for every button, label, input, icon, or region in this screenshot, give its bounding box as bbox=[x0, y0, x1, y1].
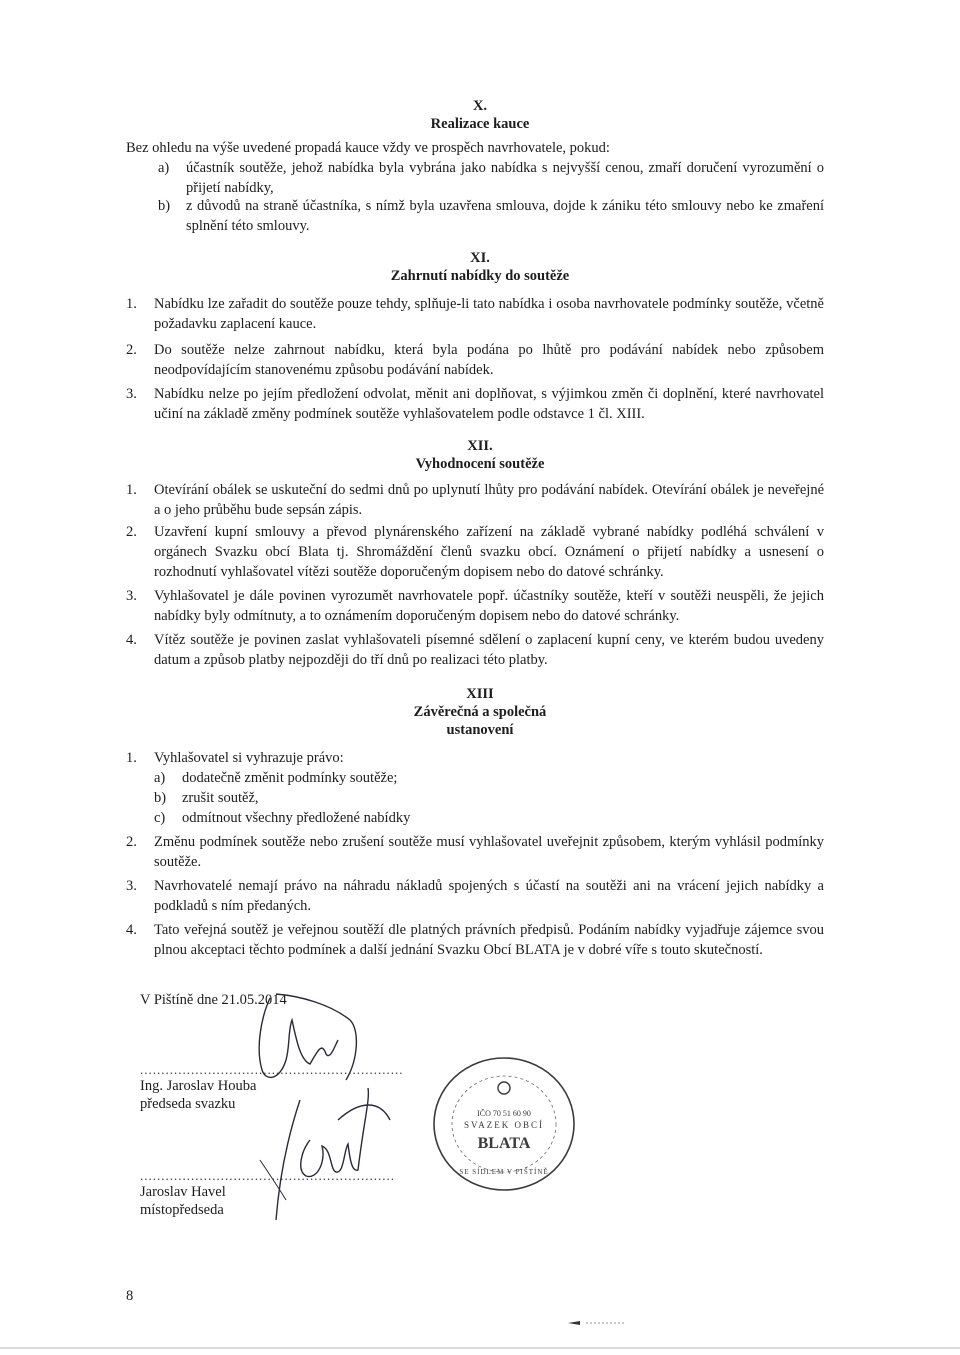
signatory2-name: Jaroslav Havel bbox=[140, 1184, 226, 1200]
item-text: Nabídku lze zařadit do soutěže pouze tehdy, splňuje-li tato nabídka i osoba navrhovatele podmínky soutěže, včetně požadavku zaplacení kauce. bbox=[154, 296, 824, 332]
signatory2-role: místopředseda bbox=[140, 1202, 224, 1218]
section-xiii-number: XIII bbox=[466, 686, 494, 702]
item-text: Nabídku nelze po jejím předložení odvolat, měnit ani doplňovat, s výjimkou změn či doplnění, které navrhovatel učiní na základě změny podmínek soutěže vyhlašovatelem podle odstavce 1 čl. XIII. bbox=[154, 386, 824, 422]
item-label: 2. bbox=[126, 834, 137, 850]
footer-mark-image bbox=[566, 1320, 626, 1326]
page-number: 8 bbox=[126, 1288, 134, 1304]
section-x-title: Realizace kauce bbox=[430, 116, 530, 132]
item-label: 2. bbox=[126, 524, 137, 540]
section-x-number: X. bbox=[472, 98, 488, 114]
item-text: Změnu podmínek soutěže nebo zrušení soutěže musí vyhlašovatel uveřejnit způsobem, kterým vyhlásil podmínky soutěže. bbox=[154, 834, 824, 870]
sub-item-text: dodatečně změnit podmínky soutěže; bbox=[182, 770, 398, 786]
signature-houba-image bbox=[230, 990, 370, 1090]
section-xi-title: Zahrnutí nabídky do soutěže bbox=[390, 268, 570, 284]
item-label: 1. bbox=[126, 482, 137, 498]
signature-havel-image bbox=[240, 1080, 400, 1230]
section-x-intro: Bez ohledu na výše uvedené propadá kauce vždy ve prospěch navrhovatele, pokud: bbox=[126, 140, 610, 156]
signatory1-role: předseda svazku bbox=[140, 1096, 236, 1112]
stamp-image bbox=[424, 1050, 584, 1200]
sub-item-text: odmítnout všechny předložené nabídky bbox=[182, 810, 411, 826]
item-label: 4. bbox=[126, 632, 137, 648]
item-text: Vyhlašovatel je dále povinen vyrozumět navrhovatele popř. účastníky soutěže, kteří v soutěži neuspěli, že jejich nabídky byly odmítnuty, a to oznámením doporučeným dopisem nebo do datové schránky. bbox=[154, 588, 824, 624]
place-date: V Pištíně dne 21.05.2014 bbox=[140, 992, 287, 1008]
item-label: 1. bbox=[126, 296, 137, 312]
section-xii-number: XII. bbox=[467, 438, 493, 454]
item-text: Otevírání obálek se uskuteční do sedmi dnů po uplynutí lhůty pro podávání nabídek. Otevírání obálek je neveřejné a o jeho průběhu bude sepsán zápis. bbox=[154, 482, 824, 518]
item-text: Uzavření kupní smlouvy a převod plynárenského zařízení na základě vybrané nabídky podléhá schválení v orgánech Svazku obcí Blata tj. Shromáždění členů svazku obcí. Oznámení o přijetí nabídky a usnesení o rozhodnutí vyhlašovatel vítězi soutěže doporučeným dopisem nebo do datové schránky. bbox=[154, 524, 824, 580]
item-text: Navrhovatelé nemají právo na náhradu nákladů spojených s účastí na soutěži ani na vrácení jejich nabídky a podkladů s ním předaných. bbox=[154, 878, 824, 914]
item-label: 3. bbox=[126, 386, 137, 402]
item-text: Tato veřejná soutěž je veřejnou soutěží dle platných právních předpisů. Podáním nabídky vyjadřuje zájemce svou plnou akceptaci těchto podmínek a další jednání Svazku Obcí BLATA je v dobré víře s touto skutečností. bbox=[154, 922, 824, 958]
stamp-line1: SVAZEK OBCÍ bbox=[463, 1120, 545, 1130]
scan-edge-line bbox=[0, 1346, 960, 1350]
item-label: 3. bbox=[126, 588, 137, 604]
item-text: z důvodů na straně účastníka, s nímž byla uzavřena smlouva, dojde k zániku této smlouvy nebo ke zmaření splnění této smlouvy. bbox=[186, 198, 824, 234]
sub-item-label: a) bbox=[154, 770, 166, 786]
item-text: Vyhlašovatel si vyhrazuje právo: bbox=[154, 750, 344, 766]
section-xiii-title: Závěrečná a společná bbox=[413, 704, 547, 720]
signatory1-name: Ing. Jaroslav Houba bbox=[140, 1078, 257, 1094]
item-label: b) bbox=[158, 198, 171, 214]
item-label: 3. bbox=[126, 878, 137, 894]
sub-item-text: zrušit soutěž, bbox=[182, 790, 259, 806]
signature-line: .............................................................. bbox=[140, 1062, 404, 1077]
item-label: 1. bbox=[126, 750, 137, 766]
section-xiii-title-cont: ustanovení bbox=[446, 722, 514, 738]
item-text: účastník soutěže, jehož nabídka byla vybrána jako nabídka s nejvyšší cenou, zmaří doručení vyrozumění o přijetí nabídky, bbox=[186, 160, 824, 196]
section-xi-number: XI. bbox=[470, 250, 490, 266]
item-text: Do soutěže nelze zahrnout nabídku, která byla podána po lhůtě pro podávání nabídek nebo způsobem neodpovídajícím stanovenému způsobu podávání nabídek. bbox=[154, 342, 824, 378]
signature-line: ............................................................ bbox=[140, 1168, 395, 1183]
stamp-line3: SE SÍDLEM V PIŠTÍNĚ bbox=[459, 1168, 549, 1176]
item-label: a) bbox=[158, 160, 170, 176]
sub-item-label: c) bbox=[154, 810, 166, 826]
section-xii-title: Vyhodnocení soutěže bbox=[415, 456, 545, 472]
item-text: Vítěz soutěže je povinen zaslat vyhlašovateli písemné sdělení o zaplacení kupní ceny, ve kterém budou uvedeny datum a způsob platby nejpozději do tří dnů po realizaci této platby. bbox=[154, 632, 824, 668]
item-label: 4. bbox=[126, 922, 137, 938]
stamp-line2: BLATA bbox=[477, 1135, 531, 1152]
stamp-ico: IČO 70 51 60 90 bbox=[477, 1109, 531, 1118]
item-label: 2. bbox=[126, 342, 137, 358]
sub-item-label: b) bbox=[154, 790, 167, 806]
